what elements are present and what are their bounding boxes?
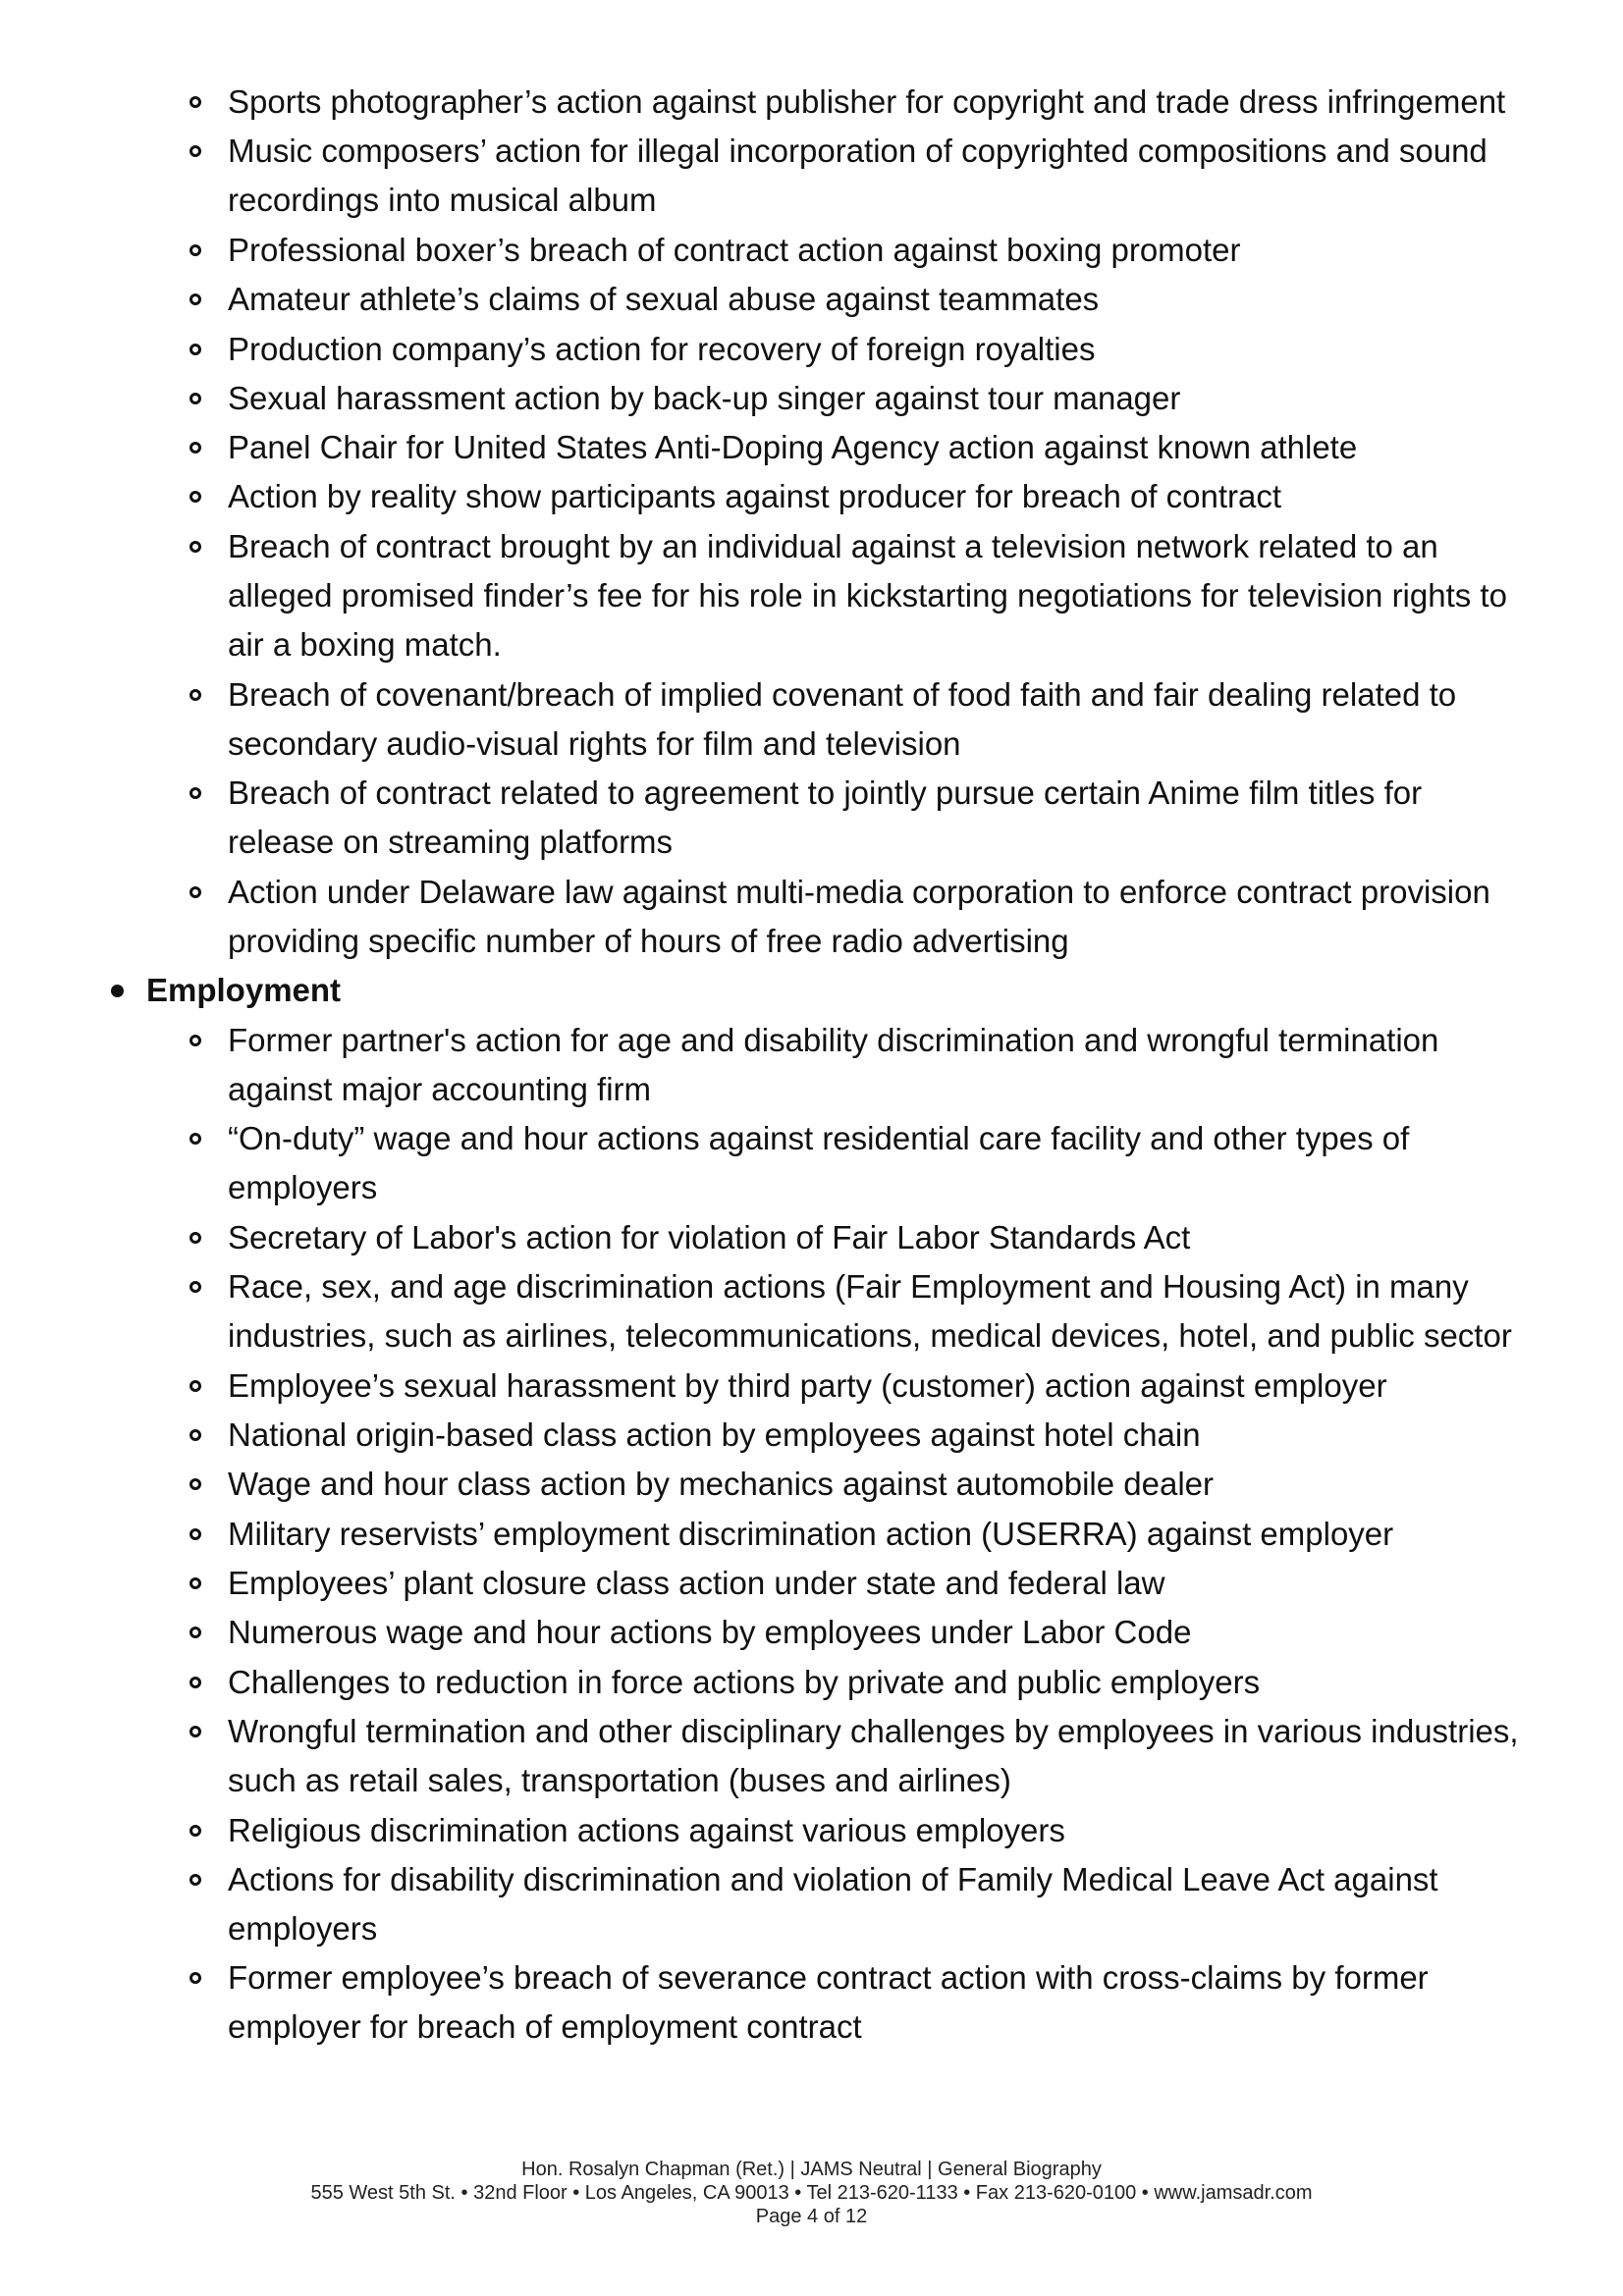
list-item-text: Religious discrimination actions against various employers	[228, 1811, 1065, 1848]
list-item-text: Breach of contract related to agreement to jointly pursue certain Anime film titles for	[228, 774, 1423, 812]
list-item-text: Breach of contract brought by an individual against a television network related to an	[228, 527, 1438, 564]
footer-title: Hon. Rosalyn Chapman (Ret.) | JAMS Neutral | General Biography	[521, 2159, 1102, 2180]
list-item-text: Breach of covenant/breach of implied covenant of food faith and fair dealing related to	[228, 675, 1457, 713]
sub-bullet-icon	[189, 1726, 201, 1737]
sub-bullet-icon	[189, 886, 201, 898]
list-item-text: Military reservists’ employment discrimination action (USERRA) against employer	[228, 1515, 1394, 1552]
list-item-text: Race, sex, and age discrimination actions (Fair Employment and Housing Act) in many	[228, 1268, 1469, 1306]
list-item-text: employer for breach of employment contract	[228, 2008, 862, 2046]
list-item-text: Employees’ plant closure class action under state and federal law	[228, 1565, 1165, 1601]
list-item-text: Panel Chair for United States Anti-Doping Agency action against known athlete	[228, 429, 1358, 466]
list-item	[228, 226, 1524, 275]
sub-bullet-icon	[189, 1281, 201, 1293]
list-item	[228, 670, 1524, 769]
sub-bullet-icon	[189, 442, 201, 454]
list-item	[228, 1362, 1524, 1411]
list-item-text: air a boxing match.	[228, 625, 502, 663]
sub-bullet-icon	[189, 96, 201, 108]
list-item	[228, 522, 1524, 669]
list-item	[228, 1658, 1524, 1707]
sub-bullet-icon	[189, 787, 201, 799]
list-item-text: Wage and hour class action by mechanics against automobile dealer	[228, 1466, 1215, 1503]
page-number: Page 4 of 12	[755, 2206, 868, 2227]
sub-bullet-icon	[189, 541, 201, 553]
sub-bullet-icon	[189, 1627, 201, 1638]
list-item	[228, 1707, 1524, 1805]
list-item	[228, 868, 1524, 966]
sub-bullet-icon	[189, 1035, 201, 1046]
sub-bullet-icon	[189, 689, 201, 701]
sub-bullet-icon	[189, 1429, 201, 1441]
list-item	[228, 1608, 1524, 1657]
list-item-text: against major accounting firm	[228, 1070, 652, 1107]
sub-bullet-icon	[189, 1133, 201, 1145]
list-item-text: release on streaming platforms	[228, 824, 674, 861]
list-item-text: Amateur athlete’s claims of sexual abuse against teammates	[228, 281, 1100, 318]
list-item-text: Actions for disability discrimination and violation of Family Medical Leave Act against	[228, 1860, 1438, 1897]
list-item	[228, 374, 1524, 423]
list-item	[228, 1806, 1524, 1855]
list-item-text: Action by reality show participants against producer for breach of contract	[228, 478, 1282, 515]
list-item	[228, 1016, 1524, 1114]
list-item-text: industries, such as airlines, telecommunications, medical devices, hotel, and public sector	[228, 1317, 1512, 1355]
list-item-text: Sexual harassment action by back-up singer against tour manager	[228, 379, 1181, 416]
list-item-text: Former partner's action for age and disability discrimination and wrongful termination	[228, 1021, 1439, 1058]
list-item-text: providing specific number of hours of free radio advertising	[228, 922, 1069, 959]
list-item-text: recordings into musical album	[228, 182, 657, 219]
sub-bullet-icon	[189, 344, 201, 355]
list-item-text: such as retail sales, transportation (buses and airlines)	[228, 1761, 1011, 1798]
list-item	[228, 1510, 1524, 1559]
list-item	[228, 127, 1524, 225]
sub-bullet-icon	[189, 1972, 201, 1984]
sub-bullet-icon	[189, 1874, 201, 1886]
list-item-text: Challenges to reduction in force actions by private and public employers	[228, 1663, 1261, 1700]
list-item-text: Production company’s action for recovery of foreign royalties	[228, 330, 1096, 367]
list-item	[228, 78, 1524, 127]
list-item-text: “On-duty” wage and hour actions against residential care facility and other types of	[228, 1120, 1410, 1157]
sub-bullet-icon	[189, 491, 201, 503]
sub-bullet-icon	[189, 1825, 201, 1837]
sub-bullet-icon	[189, 294, 201, 305]
sub-bullet-icon	[189, 393, 201, 404]
list-item	[228, 1460, 1524, 1509]
list-item	[228, 769, 1524, 867]
list-item	[228, 275, 1524, 324]
list-item-text: Secretary of Labor's action for violation of Fair Labor Standards Act	[228, 1218, 1191, 1255]
sub-bullet-icon	[189, 1528, 201, 1540]
list-item-text: employers	[228, 1909, 378, 1947]
list-item-text: Employee’s sexual harassment by third party (customer) action against employer	[228, 1366, 1387, 1404]
list-item	[228, 423, 1524, 472]
section-heading-employment: Employment	[146, 972, 342, 1009]
list-item	[228, 1114, 1524, 1212]
sub-bullet-icon	[189, 1380, 201, 1392]
list-item	[228, 1855, 1524, 1953]
list-item-text: National origin-based class action by employees against hotel chain	[228, 1416, 1201, 1454]
list-item-text: alleged promised finder’s fee for his role in kickstarting negotiations for television rights to	[228, 576, 1507, 614]
list-item	[228, 1213, 1524, 1262]
list-item	[228, 1411, 1524, 1460]
list-item-text: employers	[228, 1169, 378, 1206]
main-bullet-icon	[111, 985, 124, 997]
list-item-text: Sports photographer’s action against publisher for copyright and trade dress infringement	[228, 83, 1506, 120]
list-item-text: Wrongful termination and other disciplinary challenges by employees in various industries,	[228, 1712, 1519, 1749]
sub-bullet-icon	[189, 1577, 201, 1589]
list-item	[228, 1262, 1524, 1361]
sub-bullet-icon	[189, 1478, 201, 1490]
list-item-text: Professional boxer’s breach of contract action against boxing promoter	[228, 231, 1241, 268]
sub-bullet-icon	[189, 1232, 201, 1244]
list-item-text: Numerous wage and hour actions by employees under Labor Code	[228, 1614, 1192, 1651]
list-item	[228, 472, 1524, 521]
list-item	[228, 325, 1524, 374]
sub-bullet-icon	[189, 145, 201, 157]
list-item-text: Action under Delaware law against multi-media corporation to enforce contract provision	[228, 873, 1490, 910]
list-item-text: Music composers’ action for illegal incorporation of copyrighted compositions and sound	[228, 133, 1488, 170]
list-item	[228, 1953, 1524, 2052]
list-item-text: Former employee’s breach of severance contract action with cross-claims by former	[228, 1959, 1429, 1997]
list-item	[228, 1559, 1524, 1608]
list-item-text: secondary audio-visual rights for film and television	[228, 724, 961, 762]
footer-address: 555 West 5th St. • 32nd Floor • Los Angeles, CA 90013 • Tel 213-620-1133 • Fax 213-620-0100 • www.jamsadr.com	[310, 2182, 1313, 2204]
sub-bullet-icon	[189, 1677, 201, 1688]
sub-bullet-icon	[189, 244, 201, 256]
